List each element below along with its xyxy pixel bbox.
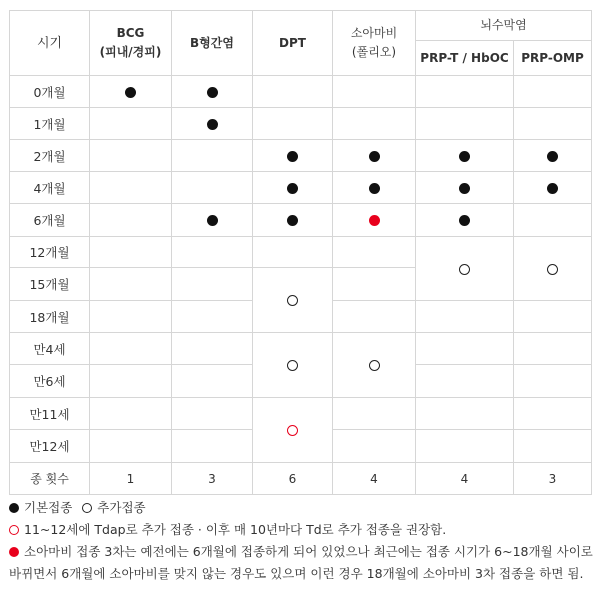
hib-prpomp-cell	[514, 172, 592, 204]
booster-dose-mark	[547, 264, 558, 275]
header-polio-name: 소아마비	[350, 26, 398, 40]
dpt-cell	[253, 172, 333, 204]
header-bcg-name: BCG	[116, 26, 145, 40]
hepb-cell	[172, 204, 253, 237]
hib-prpt-cell	[416, 333, 514, 365]
hepb-cell	[172, 108, 253, 140]
polio-cell	[333, 108, 416, 140]
polio-cell	[333, 172, 416, 204]
header-bcg	[90, 11, 172, 76]
hib-prpomp-cell	[514, 204, 592, 237]
polio-cell	[333, 398, 416, 430]
legend-booster-label: 추가접종	[97, 500, 146, 515]
basic-dose-mark	[459, 183, 470, 194]
period-cell: 6개월	[10, 204, 90, 237]
hib-prpomp-cell	[514, 430, 592, 463]
total-polio: 4	[333, 463, 416, 495]
bcg-cell	[90, 268, 172, 301]
polio-cell	[333, 430, 416, 463]
basic-dose-legend-icon	[9, 503, 19, 513]
booster-dose-mark	[369, 360, 380, 371]
table-row	[10, 333, 592, 365]
total-hib-prpt: 4	[416, 463, 514, 495]
hepb-cell	[172, 365, 253, 398]
period-cell: 4개월	[10, 172, 90, 204]
dpt-cell	[253, 76, 333, 108]
table-row	[10, 140, 592, 172]
hepb-cell	[172, 398, 253, 430]
bcg-cell	[90, 333, 172, 365]
polio-note-mark	[369, 215, 380, 226]
hepb-cell	[172, 268, 253, 301]
booster-dose-mark	[459, 264, 470, 275]
header-bcg-sub: (피내/경피)	[99, 45, 162, 59]
hepb-cell	[172, 301, 253, 333]
td-note-icon	[9, 525, 19, 535]
total-bcg: 1	[90, 463, 172, 495]
hib-prpomp-cell	[514, 333, 592, 365]
hepb-cell	[172, 172, 253, 204]
basic-dose-mark	[287, 215, 298, 226]
vaccination-table	[9, 10, 592, 495]
period-cell: 만12세	[10, 430, 90, 463]
hib-prpt-cell	[416, 140, 514, 172]
totals-label: 종 횟수	[10, 463, 90, 495]
hib-prpomp-cell	[514, 140, 592, 172]
hib-prpomp-cell	[514, 76, 592, 108]
hib-prpomp-cell	[514, 108, 592, 140]
polio-cell	[333, 237, 416, 268]
hepb-cell	[172, 430, 253, 463]
polio-cell	[333, 301, 416, 333]
header-hib-prpt: PRP-T / HbOC	[416, 41, 514, 76]
hib-prpomp-cell	[514, 398, 592, 430]
td-note-line	[9, 519, 593, 541]
hib-prpt-cell	[416, 430, 514, 463]
td-note-text: 11~12세에 Tdap로 추가 접종 · 이후 매 10년마다 Td로 추가 접종을 권장함.	[24, 522, 447, 537]
header-hib-group: 뇌수막염	[416, 11, 592, 41]
hib-prpt-cell	[416, 76, 514, 108]
period-cell: 0개월	[10, 76, 90, 108]
polio-cell	[333, 333, 416, 398]
bcg-cell	[90, 76, 172, 108]
dpt-cell	[253, 268, 333, 333]
bcg-cell	[90, 430, 172, 463]
basic-dose-mark	[459, 151, 470, 162]
bcg-cell	[90, 204, 172, 237]
basic-dose-mark	[207, 119, 218, 130]
bcg-cell	[90, 301, 172, 333]
header-polio-sub: (폴리오)	[351, 45, 397, 59]
basic-dose-mark	[547, 183, 558, 194]
dpt-cell	[253, 333, 333, 398]
notes	[9, 497, 593, 585]
total-hib-prpomp: 3	[514, 463, 592, 495]
bcg-cell	[90, 108, 172, 140]
hib-prpt-cell	[416, 398, 514, 430]
table-row	[10, 172, 592, 204]
booster-dose-mark	[287, 295, 298, 306]
hepb-cell	[172, 76, 253, 108]
polio-cell	[333, 204, 416, 237]
period-cell: 12개월	[10, 237, 90, 268]
dpt-cell	[253, 204, 333, 237]
legend-basic-label: 기본접종	[24, 500, 73, 515]
basic-dose-mark	[547, 151, 558, 162]
dpt-cell	[253, 237, 333, 268]
table-row	[10, 108, 592, 140]
period-cell: 18개월	[10, 301, 90, 333]
header-dpt: DPT	[253, 11, 333, 76]
basic-dose-mark	[287, 183, 298, 194]
bcg-cell	[90, 237, 172, 268]
hib-prpt-cell	[416, 172, 514, 204]
table-row	[10, 76, 592, 108]
hepb-cell	[172, 140, 253, 172]
table-row	[10, 398, 592, 430]
total-dpt: 6	[253, 463, 333, 495]
hib-prpomp-cell	[514, 301, 592, 333]
basic-dose-mark	[125, 87, 136, 98]
table-row	[10, 237, 592, 268]
hib-prpt-cell	[416, 301, 514, 333]
bcg-cell	[90, 172, 172, 204]
bcg-cell	[90, 398, 172, 430]
basic-dose-mark	[369, 183, 380, 194]
polio-note-text: 소아마비 접종 3차는 예전에는 6개월에 접종하게 되어 있었으나 최근에는 접종 시기가 6~18개월 사이로 바뀌면서 6개월에 소아마비를 맞지 않는 경우도 있으며 이런 경우 18개월에 소아마비 3차 접종을 하면 됨.	[9, 544, 593, 581]
hib-prpomp-cell	[514, 237, 592, 301]
header-period: 시기	[10, 11, 90, 76]
polio-cell	[333, 268, 416, 301]
legend-line	[9, 497, 593, 519]
booster-dose-legend-icon	[82, 503, 92, 513]
period-cell: 만6세	[10, 365, 90, 398]
basic-dose-mark	[459, 215, 470, 226]
td-booster-mark	[287, 425, 298, 436]
bcg-cell	[90, 365, 172, 398]
polio-cell	[333, 140, 416, 172]
booster-dose-mark	[287, 360, 298, 371]
hib-prpt-cell	[416, 204, 514, 237]
hib-prpt-cell	[416, 237, 514, 301]
hib-prpt-cell	[416, 108, 514, 140]
header-hepb: B형간염	[172, 11, 253, 76]
dpt-cell	[253, 398, 333, 463]
period-cell: 15개월	[10, 268, 90, 301]
basic-dose-mark	[369, 151, 380, 162]
period-cell: 만4세	[10, 333, 90, 365]
table-row	[10, 204, 592, 237]
hepb-cell	[172, 237, 253, 268]
polio-note-icon	[9, 547, 19, 557]
basic-dose-mark	[207, 87, 218, 98]
polio-note-line	[9, 541, 593, 585]
total-hepb: 3	[172, 463, 253, 495]
period-cell: 1개월	[10, 108, 90, 140]
period-cell: 2개월	[10, 140, 90, 172]
polio-cell	[333, 76, 416, 108]
header-polio	[333, 11, 416, 76]
dpt-cell	[253, 140, 333, 172]
hib-prpomp-cell	[514, 365, 592, 398]
hepb-cell	[172, 333, 253, 365]
basic-dose-mark	[287, 151, 298, 162]
bcg-cell	[90, 140, 172, 172]
basic-dose-mark	[207, 215, 218, 226]
hib-prpt-cell	[416, 365, 514, 398]
header-hib-prpomp: PRP-OMP	[514, 41, 592, 76]
dpt-cell	[253, 108, 333, 140]
totals-row	[10, 463, 592, 495]
period-cell: 만11세	[10, 398, 90, 430]
